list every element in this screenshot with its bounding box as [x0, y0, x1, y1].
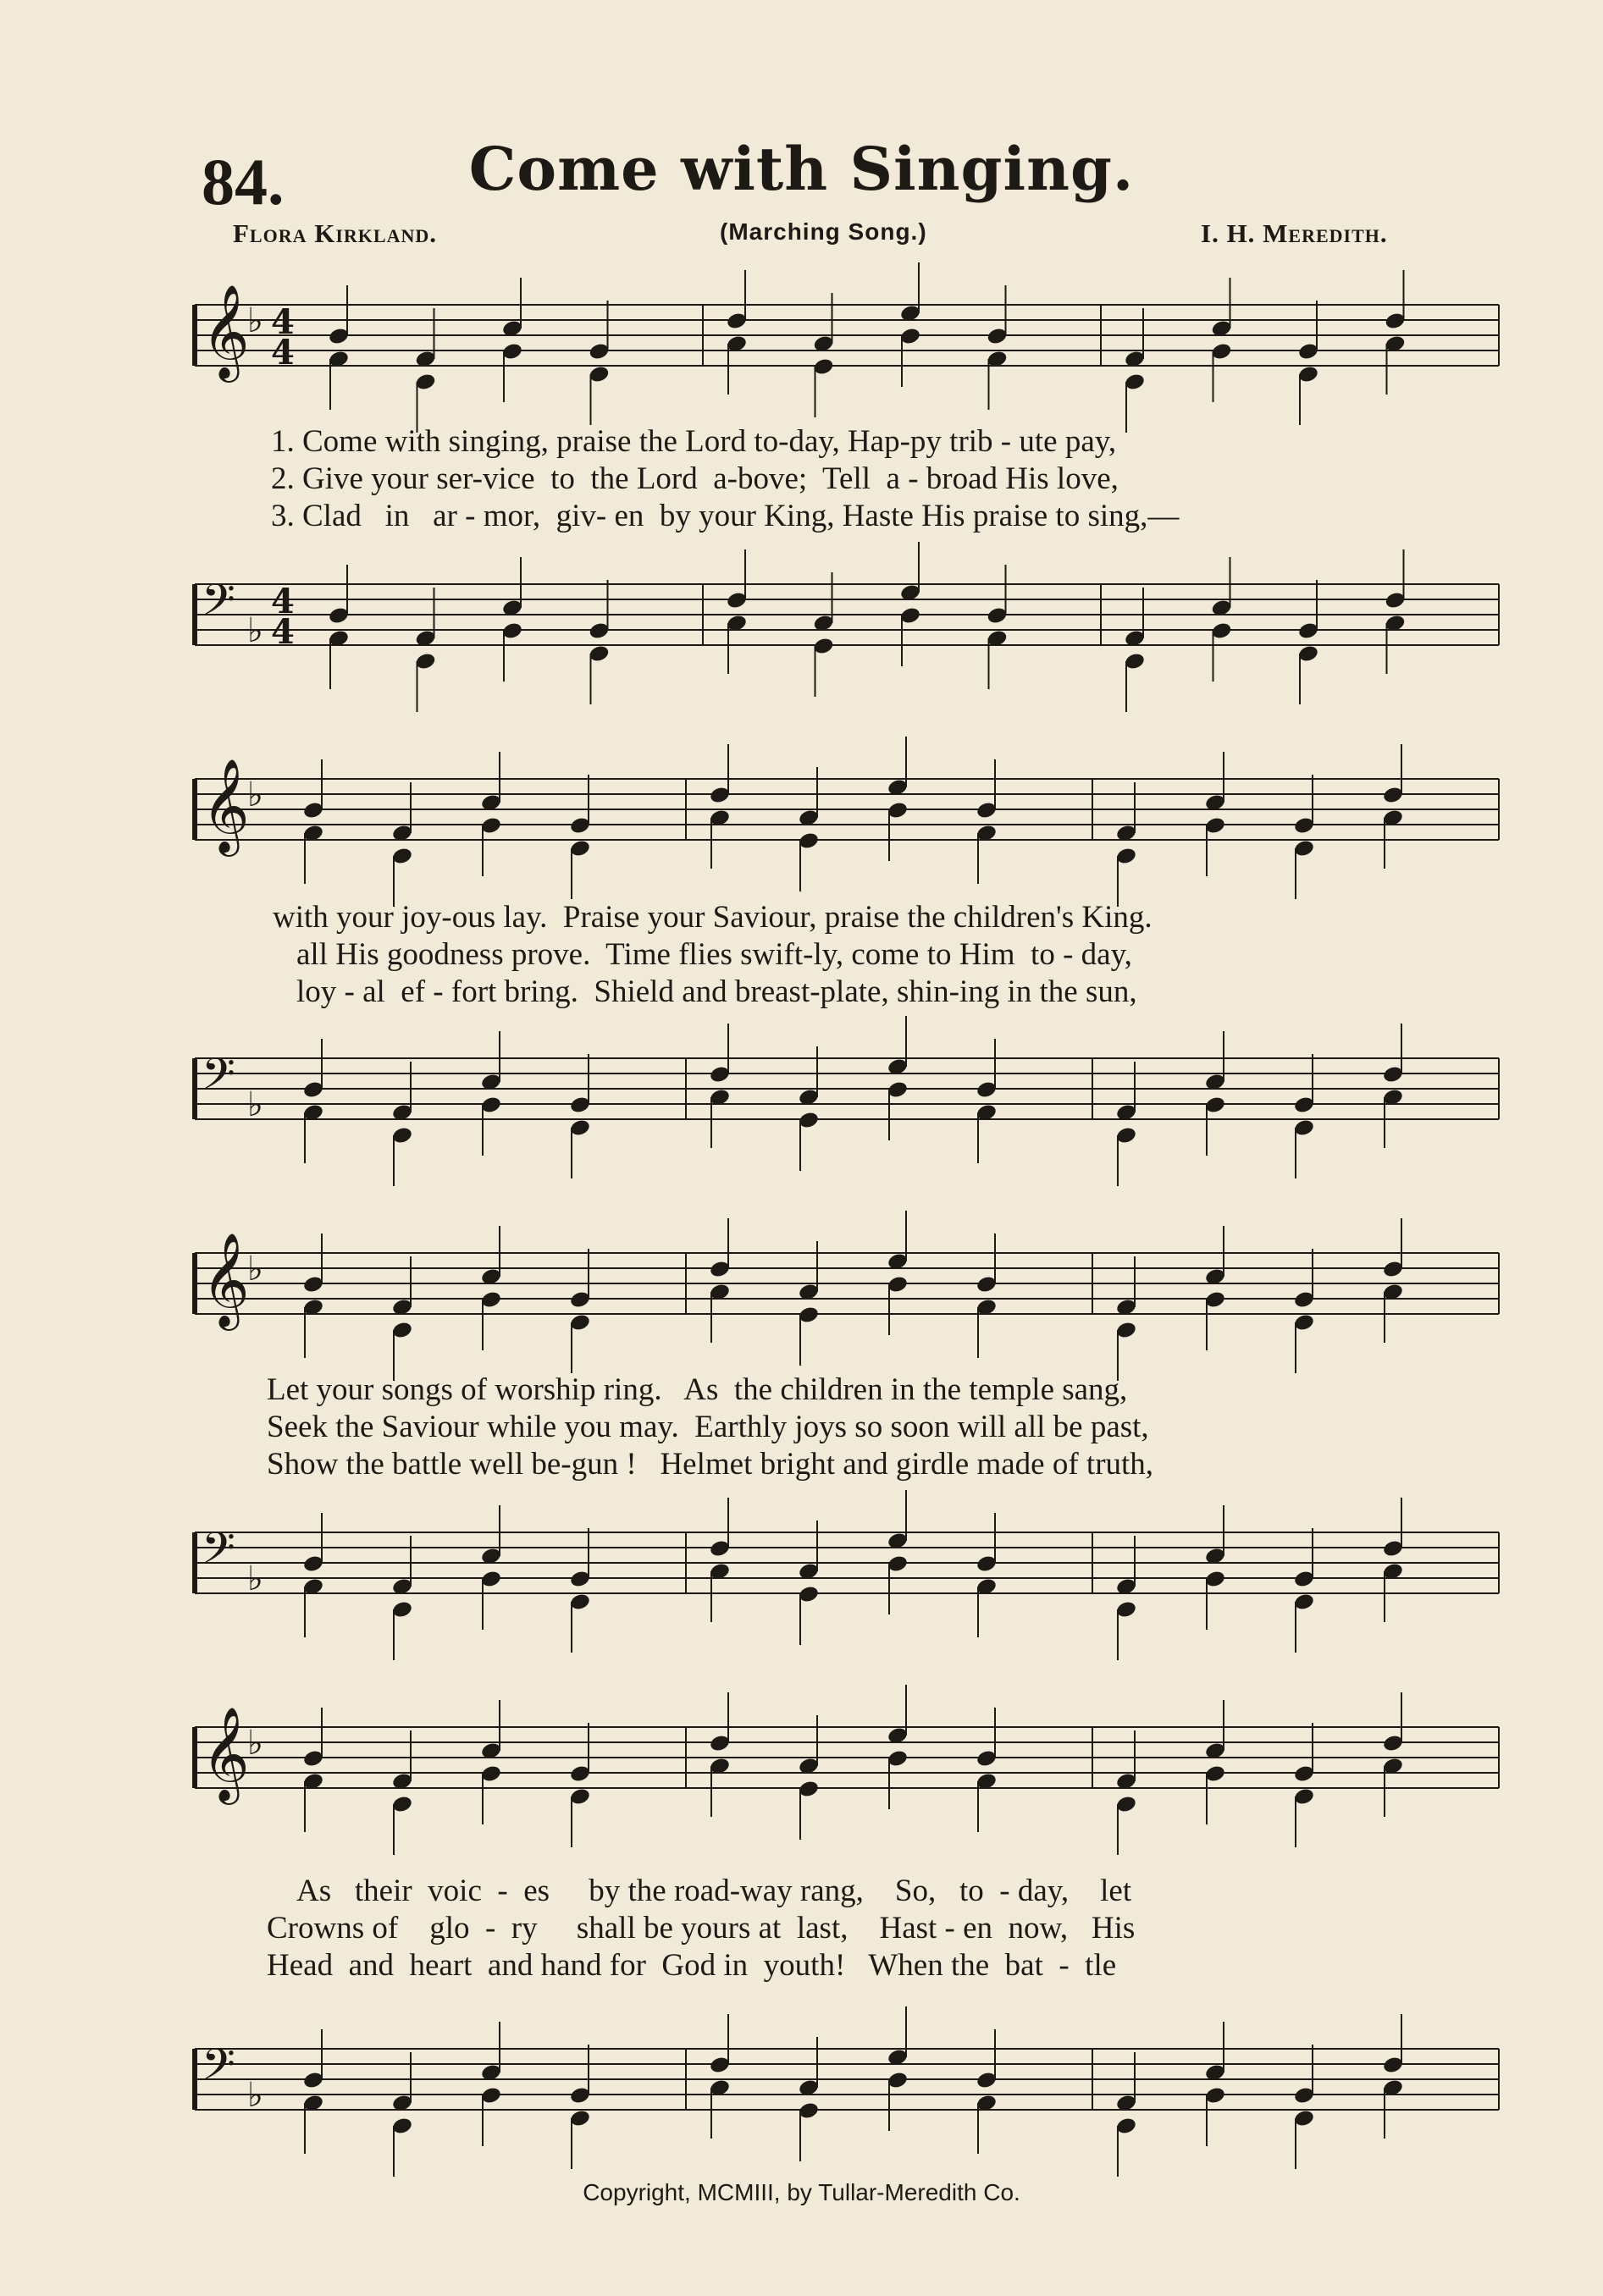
treble-clef-icon: 𝄞: [202, 1706, 250, 1801]
treble-clef-icon: 𝄞: [202, 758, 250, 853]
author-credit: Flora Kirkland.: [233, 218, 438, 248]
lyric-verse-3: 3. Clad in ar - mor, giv- en by your King, Haste His praise to sing,—: [271, 499, 1180, 533]
flat-icon: ♭: [247, 611, 263, 650]
bass-clef-icon: 𝄢: [202, 2039, 235, 2100]
lyric-verse-3: Head and heart and hand for God in youth! When the bat - tle: [267, 1948, 1117, 1983]
lyric-verse-1: 1. Come with singing, praise the Lord to-day, Hap-py trib - ute pay,: [271, 424, 1117, 459]
flat-icon: ♭: [247, 1559, 263, 1598]
music-system-2: [169, 745, 1507, 1168]
bass-staff: [169, 1024, 1507, 1177]
flat-icon: ♭: [247, 1250, 263, 1289]
hymn-number: 84.: [202, 145, 285, 218]
flat-icon: ♭: [247, 775, 263, 814]
bass-clef-icon: 𝄢: [202, 574, 235, 636]
time-signature-bottom: 4: [271, 612, 295, 652]
bass-staff: [169, 550, 1507, 703]
music-system-3: [169, 1219, 1507, 1659]
music-system-1: [169, 271, 1507, 694]
tempo-subtitle: (Marching Song.): [720, 218, 927, 245]
lyric-verse-2: all His goodness prove. Time flies swift-ly, come to Him to - day,: [296, 937, 1132, 972]
treble-clef-icon: 𝄞: [202, 1232, 250, 1327]
music-system-4: [169, 1693, 1507, 2167]
flat-icon: ♭: [247, 2076, 263, 2115]
time-signature-top: 4: [271, 582, 295, 621]
time-signature-bottom: 4: [271, 333, 295, 373]
bass-staff: [169, 2015, 1507, 2167]
flat-icon: ♭: [247, 1085, 263, 1124]
lyric-verse-2: Seek the Saviour while you may. Earthly joys so soon will all be past,: [267, 1410, 1149, 1444]
bass-clef-icon: 𝄢: [202, 1522, 235, 1584]
lyric-verse-3: loy - al ef - fort bring. Shield and breast-plate, shin-ing in the sun,: [296, 974, 1137, 1009]
lyric-verse-1: Let your songs of worship ring. As the children in the temple sang,: [267, 1372, 1128, 1407]
time-signature-top: 4: [271, 302, 295, 342]
bass-clef-icon: 𝄢: [202, 1048, 235, 1110]
hymn-title: Come with Singing.: [468, 134, 1135, 204]
composer-credit: I. H. Meredith.: [1201, 218, 1388, 248]
lyric-verse-3: Show the battle well be-gun ! Helmet bright and girdle made of truth,: [267, 1447, 1154, 1482]
treble-staff: [169, 1693, 1507, 1879]
flat-icon: ♭: [247, 1724, 263, 1763]
treble-clef-icon: 𝄞: [202, 284, 250, 378]
bass-staff: [169, 1498, 1507, 1651]
copyright-notice: Copyright, MCMIII, by Tullar-Meredith Co.: [583, 2179, 1020, 2205]
lyric-verse-1: with your joy-ous lay. Praise your Saviour, praise the children's King.: [273, 900, 1153, 935]
lyric-verse-1: As their voic - es by the road-way rang, So, to - day, let: [296, 1874, 1132, 1908]
lyric-verse-2: Crowns of glo - ry shall be yours at last, Hast - en now, His: [267, 1911, 1136, 1946]
lyric-verse-2: 2. Give your ser-vice to the Lord a-bove; Tell a - broad His love,: [271, 461, 1119, 496]
flat-icon: ♭: [247, 301, 263, 340]
